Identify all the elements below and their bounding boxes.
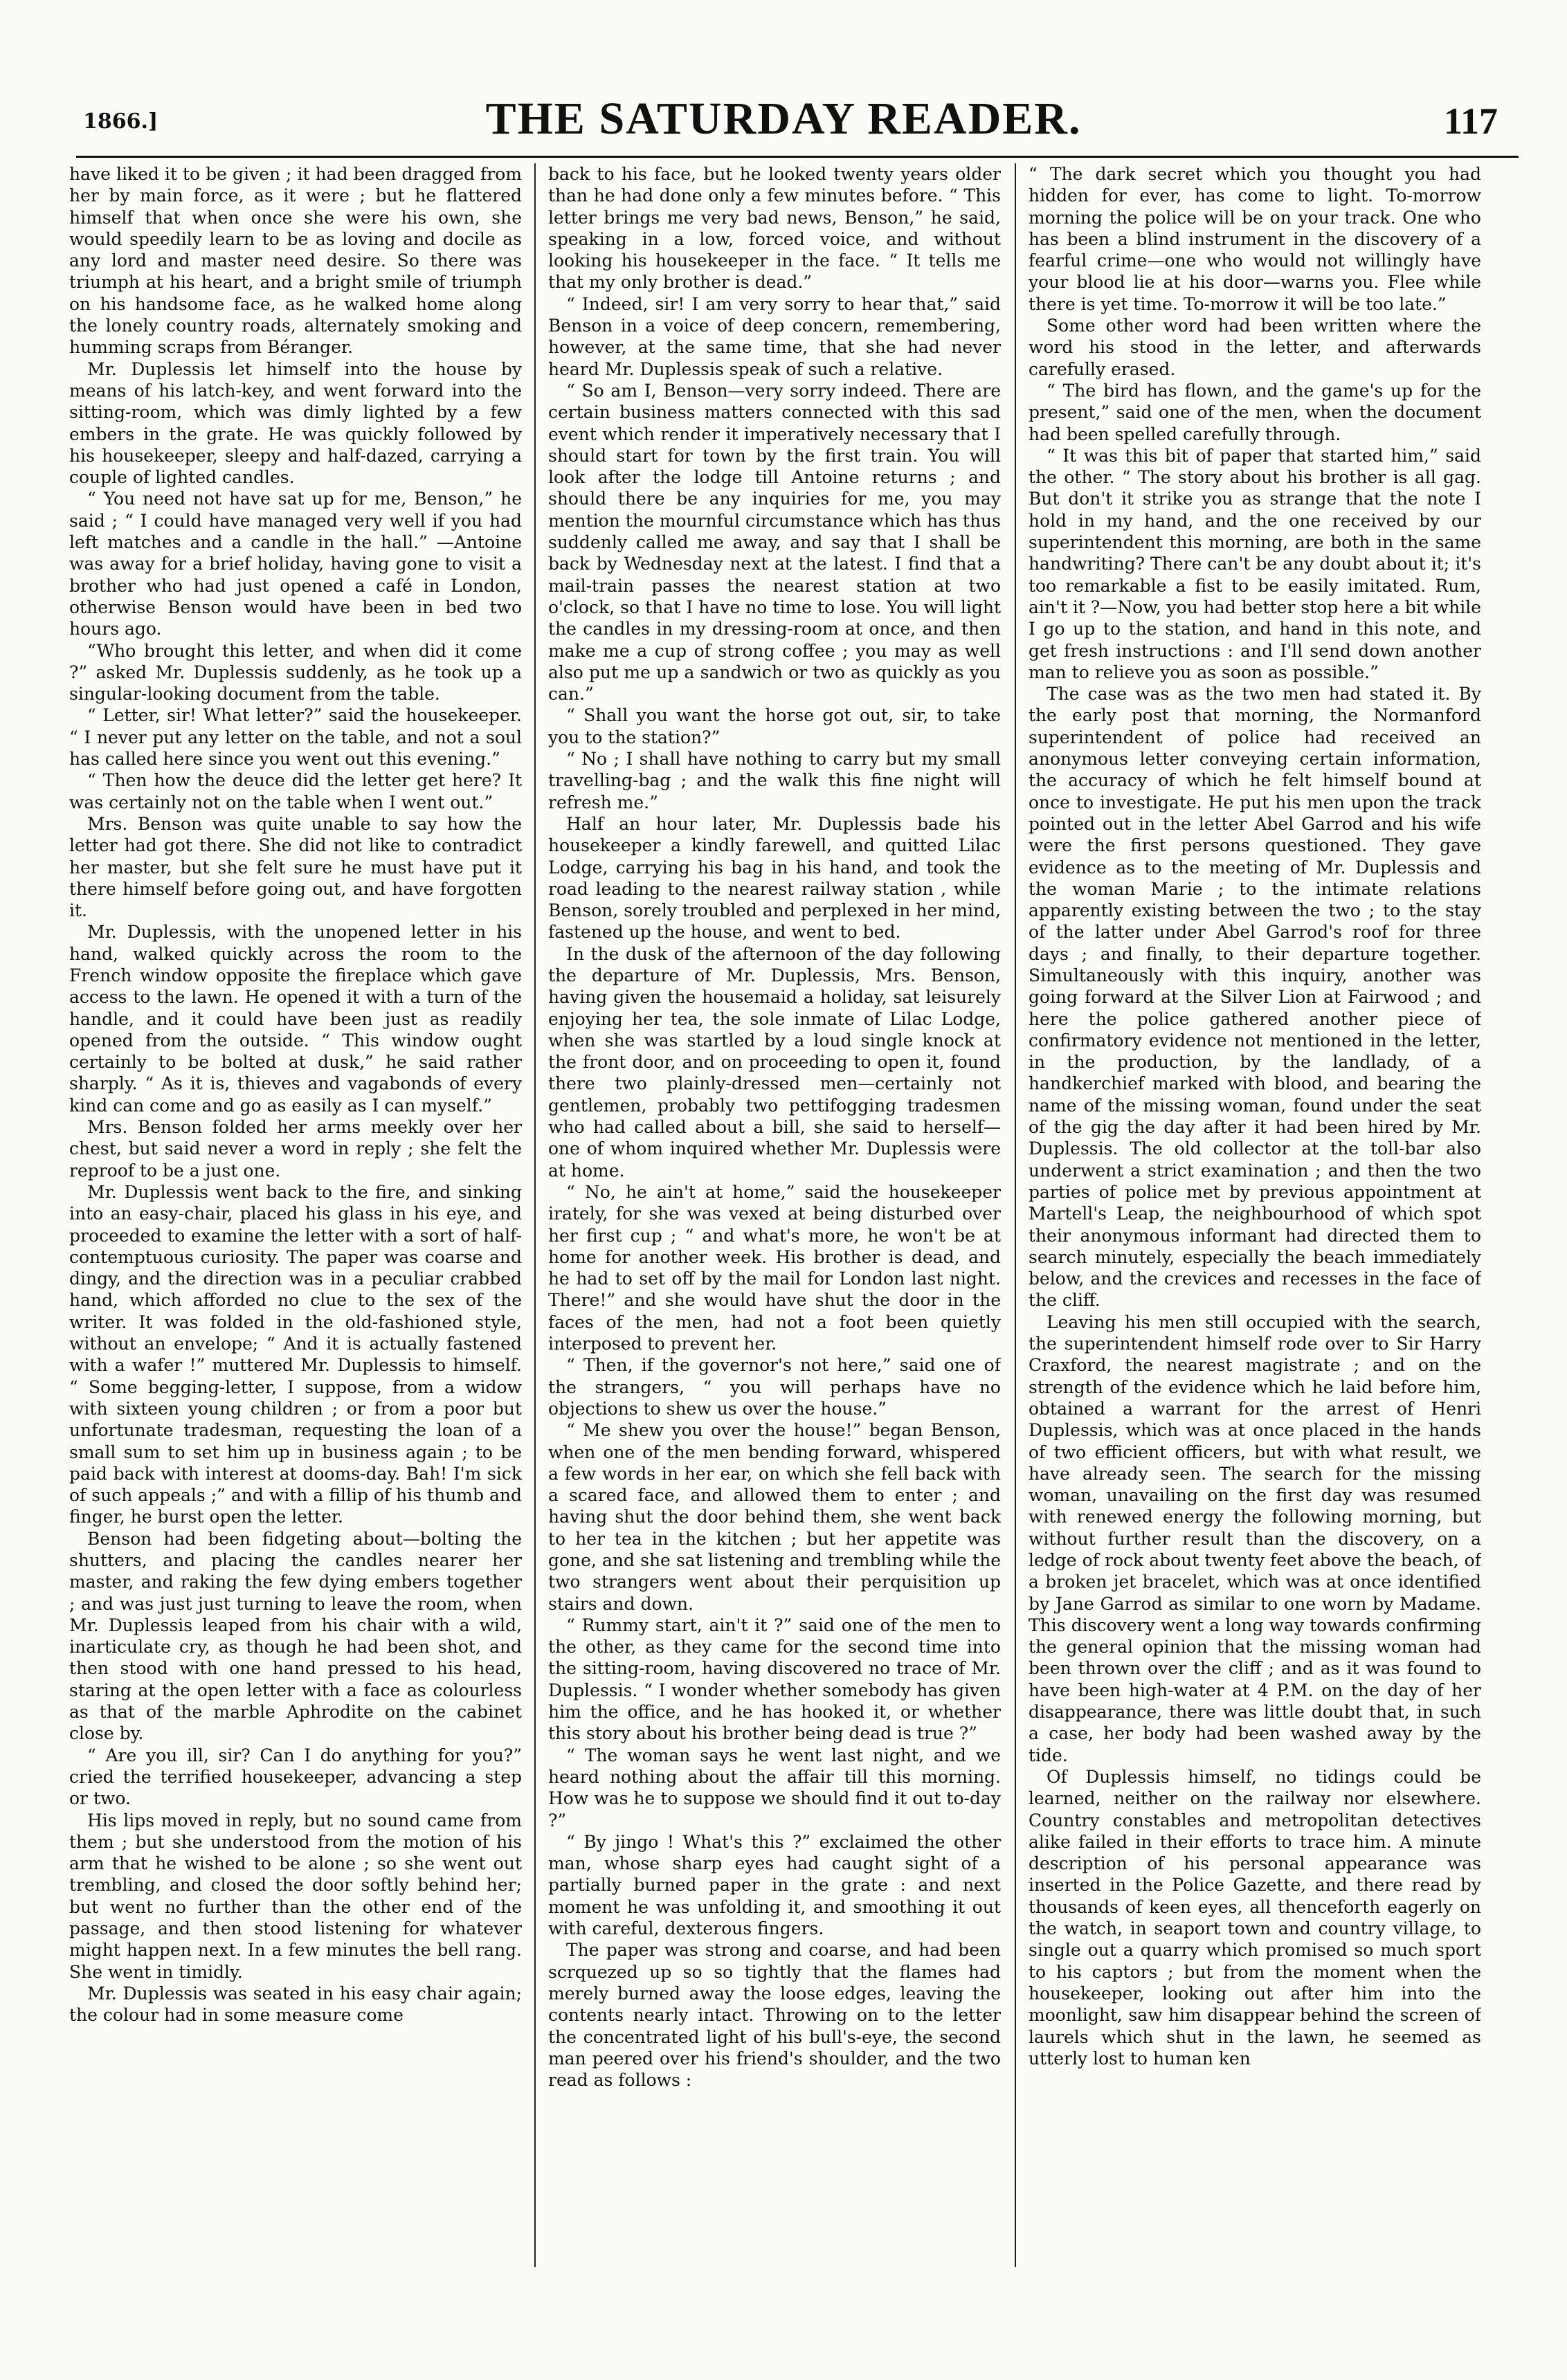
paragraph: “ Then how the deuce did the letter get here? It was certainly not on the table when I went out.” xyxy=(69,770,522,812)
paragraph: Mr. Duplessis was seated in his easy chair again; the colour had in some measure come xyxy=(69,1983,522,2026)
paragraph: “ So am I, Benson—very sorry indeed. There are certain business matters connected with this sad event which render it imperatively necessary that I should start for town by the first train. You will look after the lodge till Antoine returns ; and should there be any inquiries for me, you may mention the mournful circumstance which has thus suddenly called me away, and say that I shall be back by Wednesday next at the latest. I find that a mail-train passes the nearest station at two o'clock, so that I have no time to lose. You will light the candles in my dressing-room at once, and then make me a cup of strong coffee ; you may as well also put me up a sandwich or two as quickly as you can.” xyxy=(548,380,1001,705)
paragraph: “ No ; I shall have nothing to carry but my small travelling-bag ; and the walk this fine night will refresh me.” xyxy=(548,749,1001,812)
page-header xyxy=(48,83,1519,159)
paragraph: Half an hour later, Mr. Duplessis bade his housekeeper a kindly farewell, and quitted Lilac Lodge, carrying his bag in his hand, and took the road leading to the nearest railway station , while Benson, sorely troubled and perplexed in her mind, fastened up the house, and went to bed. xyxy=(548,813,1001,943)
paragraph: “ Then, if the governor's not here,” said one of the strangers, “ you will perhaps have no objections to shew us over the house.” xyxy=(548,1355,1001,1419)
paragraph: Mr. Duplessis went back to the fire, and sinking into an easy-chair, placed his glass in his eye, and proceeded to examine the letter with a sort of half-contemptuous curiosity. The paper was coarse and dingy, and the direction was in a peculiar crabbed hand, which afforded no clue to the sex of the writer. It was folded in the old-fashioned style, without an envelope; “ And it is actually fastened with a wafer !” muttered Mr. Duplessis to himself. “ Some begging-letter, I suppose, from a widow with sixteen young children ; or from a poor but unfortunate tradesman, requesting the loan of a small sum to set him up in business again ; to be paid back with interest at dooms-day. Bah! I'm sick of such appeals ;” and with a fillip of his thumb and finger, he burst open the letter. xyxy=(69,1181,522,1527)
paragraph: “ Me shew you over the house!” began Benson, when one of the men bending forward, whispered a few words in her ear, on which she fell back with a scared face, and allowed them to enter ; and having shut the door behind them, she went back to her tea in the kitchen ; but her appetite was gone, and she sat listening and trembling while the two strangers went about their perquisition up stairs and down. xyxy=(548,1420,1001,1614)
paragraph: Some other word had been written where the word his stood in the letter, and afterwards carefully erased. xyxy=(1029,316,1481,379)
paragraph: “ The woman says he went last night, and we heard nothing about the affair till this morning. How was he to suppose we should find it out to-day ?” xyxy=(548,1745,1001,1831)
paragraph: “ The dark secret which you thought you had hidden for ever, has come to light. To-morrow morning the police will be on your track. One who has been a blind instrument in the discovery of a fearful crime—one who would not willingly have your blood lie at his door—warns you. Flee while there is yet time. To-morrow it will be too late.” xyxy=(1029,164,1481,314)
paragraph: Mr. Duplessis, with the unopened letter in his hand, walked quickly across the room to the French window opposite the fireplace which gave access to the lawn. He opened it with a turn of the handle, and it could have been just as readily opened from the outside. “ This window ought certainly to be bolted at dusk,” he said rather sharply. “ As it is, thieves and vagabonds of every kind can come and go as easily as I can myself.” xyxy=(69,922,522,1116)
paragraph: have liked it to be given ; it had been dragged from her by main force, as it were ; but he flattered himself that when once she were his own, she would speedily learn to be as loving and docile as any lord and master need desire. So there was triumph at his heart, and a bright smile of triumph on his handsome face, as he walked home along the lonely country roads, alternately smoking and humming scraps from Béranger. xyxy=(69,164,522,358)
paragraph: Benson had been fidgeting about—bolting the shutters, and placing the candles nearer her master, and raking the few dying embers together ; and was just just turning to leave the room, when Mr. Duplessis leaped from his chair with a wild, inarticulate cry, as though he had been shot, and then stood with one hand pressed to his head, staring at the open letter with a face as colourless as that of the marble Aphrodite on the cabinet close by. xyxy=(69,1528,522,1744)
paragraph: “ Are you ill, sir? Can I do anything for you?” cried the terrified housekeeper, advancing a step or two. xyxy=(69,1745,522,1809)
column-2 xyxy=(548,163,1001,2267)
paragraph: “ Letter, sir! What letter?” said the housekeeper. “ I never put any letter on the table, and not a soul has called here since you went out this evening.” xyxy=(69,705,522,770)
paragraph: “ No, he ain't at home,” said the housekeeper irately, for she was vexed at being disturbed over her first cup ; “ and what's more, he won't be at home for another week. His brother is dead, and he had to set off by the mail for London last night. There!” and she would have shut the door in the faces of the men, had not a foot been quietly interposed to prevent her. xyxy=(548,1181,1001,1354)
paragraph: “ The bird has flown, and the game's up for the present,” said one of the men, when the document had been spelled carefully through. xyxy=(1029,380,1481,444)
page-number: 117 xyxy=(1443,100,1498,142)
paragraph: Mr. Duplessis let himself into the house by means of his latch-key, and went forward into the sitting-room, which was dimly lighted by a few embers in the grate. He was quickly followed by his housekeeper, sleepy and half-dazed, carrying a couple of lighted candles. xyxy=(69,358,522,488)
paragraph: In the dusk of the afternoon of the day following the departure of Mr. Duplessis, Mrs. Benson, having given the housemaid a holiday, sat leisurely enjoying her tea, the sole inmate of Lilac Lodge, when she was startled by a loud single knock at the front door, and on proceeding to open it, found there two plainly-dressed men—certainly not gentlemen, probably two pettifogging tradesmen who had called about a bill, she said to herself—one of whom inquired whether Mr. Duplessis were at home. xyxy=(548,943,1001,1181)
paragraph: The case was as the two men had stated it. By the early post that morning, the Normanford superintendent of police had received an anonymous letter conveying certain information, the accuracy of which he felt himself bound at once to investigate. He put his men upon the track pointed out in the letter Abel Garrod and his wife were the first persons questioned. They gave evidence as to the meeting of Mr. Duplessis and the woman Marie ; to the intimate relations apparently existing between the two ; to the stay of the latter under Abel Garrod's roof for three days ; and finally, to their departure together. Simultaneously with this inquiry, another was going forward at the Silver Lion at Fairwood ; and here the police gathered another piece of confirmatory evidence not mentioned in the letter, in the production, by the landlady, of a handkerchief marked with blood, and bearing the name of the missing woman, found under the seat of the gig the day after it had been hired by Mr. Duplessis. The old collector at the toll-bar also underwent a strict examination ; and then the two parties of police met by previous appointment at Martell's Leap, the neighbourhood of which spot their anonymous informant had directed them to search minutely, especially the beach immediately below, and the crevices and recesses in the face of the cliff. xyxy=(1029,684,1481,1311)
paragraph: Mrs. Benson folded her arms meekly over her chest, but said never a word in reply ; she felt the reproof to be a just one. xyxy=(69,1117,522,1181)
paragraph: “ Rummy start, ain't it ?” said one of the men to the other, as they came for the second time into the sitting-room, having discovered no trace of Mr. Duplessis. “ I wonder whether somebody has given him the office, and he has hooked it, or whether this story about his brother being dead is true ?” xyxy=(548,1615,1001,1744)
article-columns xyxy=(69,163,1516,2267)
column-divider-2 xyxy=(1015,163,1016,2267)
paragraph: “ Shall you want the horse got out, sir, to take you to the station?” xyxy=(548,705,1001,747)
paragraph: “ Indeed, sir! I am very sorry to hear that,” said Benson in a voice of deep concern, remembering, however, at the same time, that she had never heard Mr. Duplessis speak of such a relative. xyxy=(548,293,1001,379)
column-divider-1 xyxy=(534,163,536,2267)
paragraph: “ By jingo ! What's this ?” exclaimed the other man, whose sharp eyes had caught sight of a partially burned paper in the grate : and next moment he was unfolding it, and smoothing it out with careful, dexterous fingers. xyxy=(548,1831,1001,1939)
paragraph: His lips moved in reply, but no sound came from them ; but she understood from the motion of his arm that he wished to be alone ; so she went out trembling, and closed the door softly behind her; but went no further than the other end of the passage, and then stood listening for whatever might happen next. In a few minutes the bell rang. She went in timidly. xyxy=(69,1810,522,1982)
paragraph: Leaving his men still occupied with the search, the superintendent himself rode over to Sir Harry Craxford, the nearest magistrate ; and on the strength of the evidence which he laid before him, obtained a warrant for the arrest of Henri Duplessis, which was at once placed in the hands of two efficient officers, but with what result, we have already seen. The search for the missing woman, unavailing on the first day was resumed with renewed energy the following morning, but without further result than the discovery, on a ledge of rock about twenty feet above the beach, of a broken jet bracelet, which was at once identified by Jane Garrod as similar to one worn by Madame. This discovery went a long way towards confirming the general opinion that the missing woman had been thrown over the cliff ; and as it was found to have been high-water at 4 P.M. on the day of her disappearance, there was little doubt that, in such a case, her body had been washed away by the tide. xyxy=(1029,1311,1481,1765)
paragraph: “Who brought this letter, and when did it come ?” asked Mr. Duplessis suddenly, as he took up a singular-looking document from the table. xyxy=(69,640,522,705)
paragraph: “ You need not have sat up for me, Benson,” he said ; “ I could have managed very well if you had left matches and a candle in the hall.” —Antoine was away for a brief holiday, having gone to visit a brother who had just opened a café in London, otherwise Benson would have been in bed two hours ago. xyxy=(69,489,522,639)
issue-year: 1866.] xyxy=(83,109,158,134)
paragraph: Of Duplessis himself, no tidings could be learned, neither on the railway nor elsewhere. Country constables and metropolitan detectives alike failed in their efforts to trace him. A minute description of his personal appearance was inserted in the Police Gazette, and there read by thousands of keen eyes, all thenceforth eagerly on the watch, in seaport town and country village, to single out a quarry which promised so much sport to his captors ; but from the moment when the housekeeper, looking out after him into the moonlight, saw him disappear behind the screen of laurels which shut in the lawn, he seemed as utterly lost to human ken xyxy=(1029,1766,1481,2069)
column-3 xyxy=(1029,163,1481,2267)
paragraph: Mrs. Benson was quite unable to say how the letter had got there. She did not like to contradict her master, but she felt sure he must have put it there himself before going out, and have forgotten it. xyxy=(69,813,522,921)
column-1 xyxy=(69,163,522,2267)
paragraph: back to his face, but he looked twenty years older than he had done only a few minutes before. “ This letter brings me very bad news, Benson,” he said, speaking in a low, forced voice, and without looking his housekeeper in the face. “ It tells me that my only brother is dead.” xyxy=(548,164,1001,293)
masthead-title: THE SATURDAY READER. xyxy=(485,93,1082,144)
paragraph: “ It was this bit of paper that started him,” said the other. “ The story about his brother is all gag. But don't it strike you as strange that the note I hold in my hand, and the one received by our superintendent this morning, are both in the same handwriting? There can't be any doubt about it; it's too remarkable a fist to be easily imitated. Rum, ain't it ?—Now, you had better stop here a bit while I go up to the station, and hand in this note, and get fresh instructions : and I'll send down another man to relieve you as soon as possible.” xyxy=(1029,445,1481,682)
paragraph: The paper was strong and coarse, and had been scrquezed up so so tightly that the flames had merely burned away the loose edges, leaving the contents nearly intact. Throwing on to the letter the concentrated light of his bull's-eye, the second man peered over his friend's shoulder, and the two read as follows : xyxy=(548,1940,1001,2091)
header-rule xyxy=(76,156,1519,158)
